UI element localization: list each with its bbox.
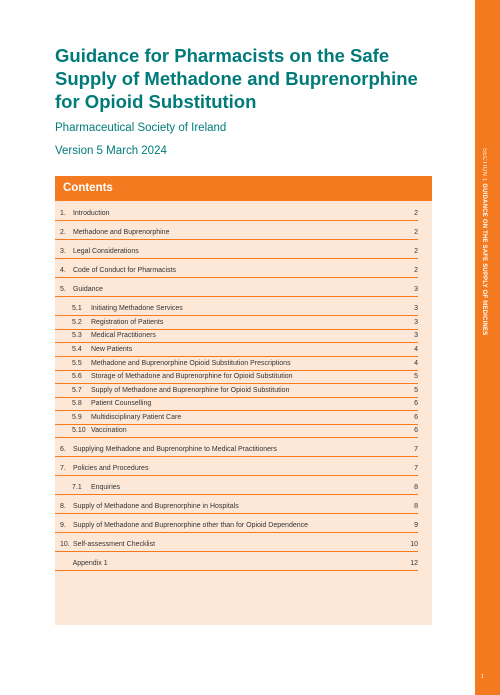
toc-entry-label [60, 541, 155, 548]
toc-entry[interactable] [55, 514, 418, 533]
toc-entry-label [72, 484, 120, 491]
toc-entry-label [72, 373, 293, 380]
toc-entry-label [60, 446, 277, 453]
toc-entry-label [60, 248, 139, 255]
toc-entry-text: Registration of Patients [90, 319, 164, 326]
toc-entry-page: 7 [414, 465, 418, 472]
toc-entry-label [60, 465, 148, 472]
toc-entry-text: Vaccination [90, 427, 127, 434]
toc-entry[interactable] [55, 411, 418, 425]
toc-entry-number: 5.3 [72, 332, 82, 339]
toc-entry-number: 9. [60, 522, 66, 529]
toc-entry[interactable] [55, 357, 418, 371]
section-title: GUIDANCE ON THE SAFE SUPPLY OF MEDICINES [481, 183, 487, 336]
toc-entry-label [60, 503, 239, 510]
toc-entry-page: 6 [414, 400, 418, 407]
toc-entry-number: 5.6 [72, 373, 82, 380]
toc-entry-label [60, 522, 308, 529]
toc-entry[interactable] [55, 398, 418, 411]
toc-entry-number: 5.1 [72, 305, 82, 312]
toc-entry-text: Supply of Methadone and Buprenorphine for Opioid Substitution [90, 387, 290, 394]
toc-entry-number: 10. [60, 541, 70, 548]
toc-entry-page: 2 [414, 267, 418, 274]
toc-entry[interactable] [55, 330, 418, 343]
toc-entry[interactable] [55, 221, 418, 240]
toc-entry-number: 5.8 [72, 400, 82, 407]
toc-entry-number: 3. [60, 248, 66, 255]
version-label: Version 5 March 2024 [55, 145, 167, 157]
section-number: SECTION 1 [481, 148, 487, 182]
toc-entry-text: Medical Practitioners [90, 332, 156, 339]
toc-entry-label [60, 267, 176, 274]
toc-entry-text: Introduction [72, 210, 110, 217]
toc-entry[interactable] [55, 425, 418, 438]
toc-entry-page: 9 [414, 522, 418, 529]
toc-entry-text: Multidisciplinary Patient Care [90, 414, 182, 421]
toc-entry-page: 4 [414, 346, 418, 353]
toc-entry-text: Supply of Methadone and Buprenorphine in Hospitals [72, 503, 239, 510]
toc-entry[interactable] [55, 552, 418, 571]
toc-entry-page: 8 [414, 484, 418, 491]
toc-entry-text: Policies and Procedures [72, 465, 149, 472]
toc-entry-page: 5 [414, 387, 418, 394]
toc-entry-text: Patient Counselling [90, 400, 152, 407]
toc-entry[interactable] [55, 343, 418, 357]
toc-entry-number: 7. [60, 465, 66, 472]
toc-entry[interactable] [55, 316, 418, 330]
toc-entry-page: 12 [410, 560, 418, 567]
toc-entry-label [72, 414, 181, 421]
toc-entry-text: Supplying Methadone and Buprenorphine to Medical Practitioners [72, 446, 277, 453]
toc-entry[interactable] [55, 457, 418, 476]
toc-entry-text: Enquiries [90, 484, 121, 491]
toc-entry[interactable] [55, 384, 418, 398]
contents-panel [55, 176, 432, 625]
toc-entry[interactable] [55, 201, 418, 221]
toc-entry-page: 4 [414, 360, 418, 367]
toc-entry-label [72, 427, 127, 434]
organisation-name: Pharmaceutical Society of Ireland [55, 122, 227, 134]
toc-entry-page: 3 [414, 305, 418, 312]
toc-entry-text: Guidance [72, 286, 103, 293]
toc-entry-number: 7.1 [72, 484, 82, 491]
page-number: 1 [481, 674, 484, 680]
toc-entry[interactable] [55, 495, 418, 514]
toc-entry-number: 1. [60, 210, 66, 217]
section-label [481, 148, 487, 335]
toc-entry[interactable] [55, 297, 418, 316]
toc-entry-label [60, 229, 169, 236]
toc-entry-page: 8 [414, 503, 418, 510]
toc-entry-page: 2 [414, 229, 418, 236]
toc-entry-text: Methadone and Buprenorphine [72, 229, 170, 236]
toc-entry-page: 7 [414, 446, 418, 453]
toc-entry-label [72, 332, 156, 339]
toc-entry-text: New Patients [90, 346, 133, 353]
toc-entry-number: 5.5 [72, 360, 82, 367]
toc-entry-text: Methadone and Buprenorphine Opioid Substitution Prescriptions [90, 360, 291, 367]
toc-entry-number: 5.4 [72, 346, 82, 353]
toc-entry-label [72, 305, 183, 312]
toc-entry[interactable] [55, 259, 418, 278]
toc-entry[interactable] [55, 533, 418, 552]
toc-entry[interactable] [55, 438, 418, 457]
toc-entry-page: 10 [410, 541, 418, 548]
toc-entry-label [60, 560, 108, 567]
toc-entry-number: 5.10 [72, 427, 86, 434]
side-strip [475, 0, 500, 695]
toc-entry-page: 2 [414, 248, 418, 255]
toc-entry-page: 6 [414, 427, 418, 434]
toc-entry-number: 2. [60, 229, 66, 236]
toc-entry-number: 4. [60, 267, 66, 274]
toc-entry-text: Self-assessment Checklist [72, 541, 156, 548]
toc-entry-label [72, 346, 132, 353]
toc-entry-number: 5.7 [72, 387, 82, 394]
toc-entry-label [72, 387, 289, 394]
toc-entry-text: Supply of Methadone and Buprenorphine other than for Opioid Dependence [72, 522, 309, 529]
toc-entry-page: 3 [414, 332, 418, 339]
toc-entry-number: 5.9 [72, 414, 82, 421]
toc-entry-text: Initiating Methadone Services [90, 305, 183, 312]
toc-entry-page: 3 [414, 286, 418, 293]
toc-entry[interactable] [55, 278, 418, 297]
toc-entry-text: Appendix 1 [72, 560, 108, 567]
toc-entry-page: 2 [414, 210, 418, 217]
toc-entry-label [60, 286, 103, 293]
toc-entry-text: Code of Conduct for Pharmacists [72, 267, 177, 274]
toc-entry-text: Legal Considerations [72, 248, 139, 255]
contents-heading: Contents [55, 176, 432, 201]
toc-entry-number: 8. [60, 503, 66, 510]
toc-entry-page: 6 [414, 414, 418, 421]
toc-entry-page: 5 [414, 373, 418, 380]
toc-entry-number: 6. [60, 446, 66, 453]
toc-entry[interactable] [55, 371, 418, 384]
toc-entry-number: 5.2 [72, 319, 82, 326]
toc-entry-label [60, 210, 110, 217]
toc-entry[interactable] [55, 476, 418, 495]
toc-entry-text: Storage of Methadone and Buprenorphine for Opioid Substitution [90, 373, 293, 380]
toc-entry-label [72, 400, 151, 407]
document-title: Guidance for Pharmacists on the Safe Supply of Methadone and Buprenorphine for Opioid Substitution [55, 45, 418, 112]
toc-entry-page: 3 [414, 319, 418, 326]
toc-entry-number: 5. [60, 286, 66, 293]
toc-entry[interactable] [55, 240, 418, 259]
toc-entry-label [72, 360, 291, 367]
toc-entry-label [72, 319, 163, 326]
